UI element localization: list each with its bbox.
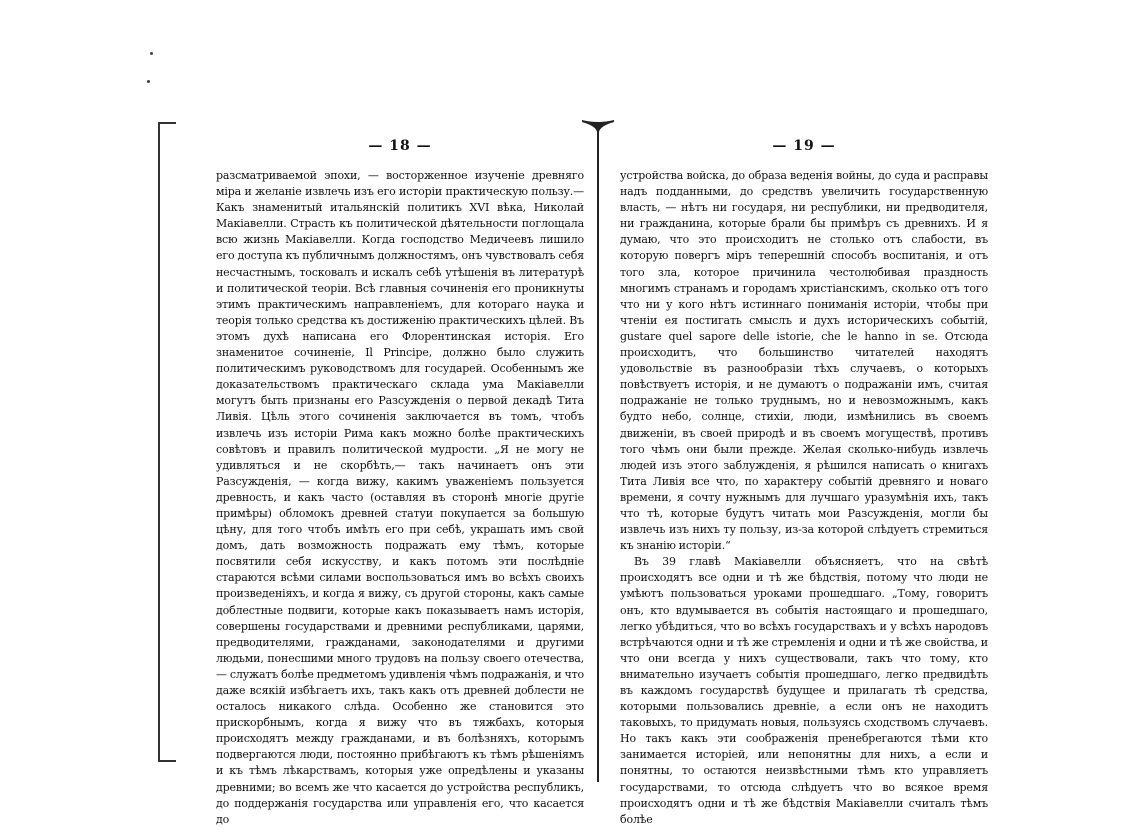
page-number-right: — 19 — [772, 138, 836, 154]
page-number-left: — 18 — [368, 138, 432, 154]
edge-tick-top [158, 122, 176, 124]
right-page-paragraph-1: устройства войска, до образа веденія войны, до суда и расправы надъ подданными, до средствъ увеличить государственную власть, — нѣтъ ни государя, ни республики, ни предводителя, ни гражданина, которые брали бы примѣръ съ древнихъ. И я думаю, что это происходитъ не столько отъ слабости, въ которую повергъ міръ теперешній способъ воспитанія, и отъ того зла, которое причинила честолюбивая праздность многимъ странамъ и городамъ христіанскимъ, сколько отъ того что ни у кого нѣтъ истиннаго пониманія исторіи, чтобы при чтеніи ея постигать смыслъ и духъ историческихъ событій, gustare quel sapore delle istorie, che le hanno in se. Отсюда происходитъ, что большинство читателей находятъ удовольствіе въ разнообразіи тѣхъ случаевъ, о которыхъ повѣствуетъ исторія, и не думаютъ о подражаніи имъ, считая подражаніе не только труднымъ, но и невозможнымъ, какъ будто небо, солнце, стихіи, люди, измѣнились въ своемъ движеніи, въ своей природѣ и въ своемъ могуществѣ, противъ того чѣмъ они были прежде. Желая сколько-нибудь извлечь людей изъ этого заблужденія, я рѣшился написать о книгахъ Тита Ливія все что, по характеру событій древняго и новаго времени, я сочту нужнымъ для лучшаго уразумѣнія ихъ, такъ что тѣ, которые будутъ читать мои Разсужденія, могли бы извлечь изъ нихъ ту пользу, из-за которой слѣдуетъ стремиться къ знанію исторіи.“ [620, 169, 988, 553]
left-page [216, 138, 584, 828]
right-page-text [620, 168, 988, 828]
left-page-text [216, 168, 584, 828]
left-page-paragraph: разсматриваемой эпохи, — восторженное изученіе древняго міра и желаніе извлечь изъ его исторіи практическую пользу.— Какъ знаменитый итальянскій политикъ XVI вѣка, Николай Макіавелли. Страсть къ политической дѣятельности поглощала всю жизнь Макіавелли. Когда господство Медичеевъ лишило его доступа къ публичнымъ должностямъ, онъ чувствовалъ себя несчастнымъ, тосковалъ и искалъ себѣ утѣшенія въ литературѣ и политической теоріи. Всѣ главныя сочиненія его проникнуты этимъ практическимъ направленіемъ, для котораго наука и теорія только средства къ достиженію практическихъ цѣлей. Въ этомъ духѣ написана его Флорентинская исторія. Его знаменитое сочиненіе, Il Principe, должно было служить политическимъ руководствомъ для государей. Особеннымъ же доказательствомъ практическаго склада ума Макіавелли могутъ быть признаны его Разсужденія о первой декадѣ Тита Ливія. Цѣль этого сочиненія заключается въ томъ, чтобъ извлечь изъ исторіи Рима какъ можно болѣе практическихъ совѣтовъ и правилъ политической мудрости. „Я не могу не удивляться и не скорбѣть,— такъ начинаетъ онъ эти Разсужденія, — когда вижу, какимъ уваженіемъ пользуется древность, и какъ часто (оставляя въ сторонѣ многіе другіе примѣры) обломокъ древней статуи покупается за большую цѣну, для того чтобъ имѣть его при себѣ, украшать имъ свой домъ, дать возможность подражать ему тѣмъ, которые посвятили себя искусству, и какъ потомъ эти послѣдніе стараются всѣми силами воспользоваться имъ во всѣхъ своихъ произведеніяхъ, и когда я вижу, съ другой стороны, какъ самые доблестные подвиги, которые какъ показываетъ намъ исторія, совершены государствами и древними республиками, царями, предводителями, гражданами, законодателями и другими людьми, понесшими много трудовъ на пользу своего отечества, — служатъ болѣе предметомъ удивленія чѣмъ подражанія, и что даже всякій избѣгаетъ ихъ, такъ какъ отъ древней доблести не осталось никакого слѣда. Особенно же становится это прискорбнымъ, когда я вижу что въ тяжбахъ, которыя происходятъ между гражданами, и въ болѣзняхъ, которымъ подвергаются люди, постоянно прибѣгаютъ къ тѣмъ рѣшеніямъ и къ тѣмъ лѣкарствамъ, которыя уже опредѣлены и указаны древними; во всемъ же что касается до устройства республикъ, до поддержанія государства или управленія его, что касается до [216, 169, 584, 826]
scan-speck [147, 80, 150, 83]
edge-tick-bottom [158, 760, 176, 762]
right-page-paragraph-2: Въ 39 главѣ Макіавелли объясняетъ, что на свѣтѣ происходятъ все одни и тѣ же бѣдствія, потому что люди не умѣютъ пользоваться уроками прошедшаго. „Тому, говоритъ онъ, кто вдумывается въ событія настоящаго и прошедшаго, легко убѣдиться, что во всѣхъ государствахъ и у всѣхъ народовъ встрѣчаются одни и тѣ же стремленія и одни и тѣ же свойства, и что они всегда у нихъ существовали, такъ что тому, кто внимательно изучаетъ событія прошедшаго, легко предвидѣть въ каждомъ государствѣ будущее и прилагать тѣ средства, которыми пользовались древніе, а если онъ не находитъ таковыхъ, то придумать новыя, пользуясь сходствомъ случаевъ. Но такъ какъ эти соображенія пренебрегаются тѣми кто занимается исторіей, или непонятны для нихъ, а если и понятны, то остаются неизвѣстными тѣмъ кто управляетъ государствами, то отсюда слѣдуетъ что во всякое время происходятъ одни и тѣ же бѣдствія Макіавелли считалъ тѣмъ болѣе [620, 555, 988, 826]
page-gutter [597, 128, 599, 782]
scan-speck [150, 52, 153, 55]
right-page [620, 138, 988, 828]
left-page-edge [158, 122, 160, 762]
